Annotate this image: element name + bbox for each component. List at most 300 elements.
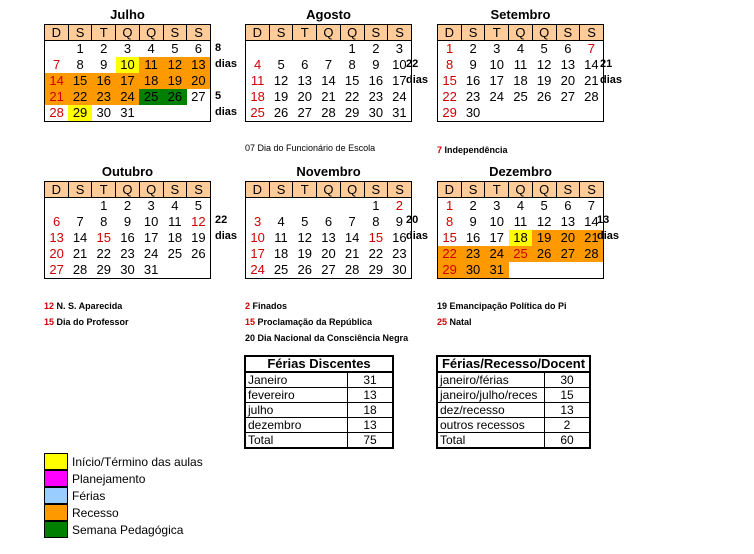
day-cell: 16 <box>92 73 116 89</box>
day-cell: 1 <box>445 41 454 56</box>
day-cell: 26 <box>273 105 289 120</box>
day-cell: 24 <box>250 262 265 277</box>
legend-label: Planejamento <box>72 471 146 486</box>
day-cell: 3 <box>123 41 132 56</box>
day-cell: 13 <box>49 230 64 245</box>
side-count-novembro <box>406 196 428 276</box>
day-cell: 15 <box>344 73 360 88</box>
day-cell: 9 <box>100 57 108 72</box>
orange-swatch-icon <box>44 504 68 521</box>
day-cell: 28 <box>344 262 360 277</box>
weekday-header: Q <box>116 25 140 41</box>
day-cell: 30 <box>465 105 481 120</box>
day-cell: 24 <box>489 89 504 104</box>
side-count-line <box>215 72 237 88</box>
summary-label: Total <box>245 433 348 449</box>
holiday-date: 2 <box>245 301 251 311</box>
weekday-header: T <box>293 182 317 198</box>
day-cell: 31 <box>120 105 135 120</box>
day-cell: 19 <box>163 73 187 89</box>
summary-label: Total <box>437 433 545 449</box>
day-cell: 15 <box>442 73 457 88</box>
day-cell: 8 <box>445 57 454 72</box>
day-cell <box>187 262 211 279</box>
day-cell: 7 <box>52 57 61 72</box>
weekday-header: T <box>92 182 116 198</box>
day-cell: 22 <box>368 246 384 261</box>
side-count-line <box>406 104 428 120</box>
day-cell: 21 <box>584 73 599 88</box>
summary-row <box>245 418 393 433</box>
day-cell: 6 <box>52 214 61 229</box>
day-cell: 19 <box>532 230 556 246</box>
day-cell: 5 <box>540 198 548 213</box>
day-cell: 10 <box>116 57 140 73</box>
day-cell: 31 <box>143 262 159 277</box>
holiday-date: 7 <box>437 145 443 155</box>
day-cell: 30 <box>461 262 485 279</box>
summary-value: 18 <box>348 403 394 418</box>
day-cell <box>293 41 317 58</box>
weekday-header: D <box>45 182 69 198</box>
day-cell: 2 <box>469 41 477 56</box>
summary-row <box>245 388 393 403</box>
day-cell: 31 <box>485 262 509 279</box>
day-cell: 11 <box>274 230 288 245</box>
weekday-header: S <box>556 182 580 198</box>
day-cell: 9 <box>395 214 403 229</box>
side-count-setembro <box>600 40 622 120</box>
day-cell: 12 <box>191 214 206 229</box>
day-cell: 25 <box>273 262 289 277</box>
day-cell <box>163 262 187 279</box>
month-title: Novembro <box>296 164 361 179</box>
side-count-agosto <box>406 40 428 120</box>
day-cell <box>293 198 317 215</box>
day-cell: 28 <box>584 89 599 104</box>
day-cell: 19 <box>536 73 552 88</box>
day-cell: 10 <box>489 214 504 229</box>
day-cell <box>45 41 69 58</box>
day-cell: 7 <box>587 41 595 56</box>
day-cell: 7 <box>76 214 84 229</box>
day-cell: 14 <box>45 73 69 89</box>
day-cell: 22 <box>96 246 111 261</box>
weekday-header: T <box>293 25 317 41</box>
day-cell: 16 <box>120 230 135 245</box>
day-cell: 12 <box>297 230 312 245</box>
weekday-header: Q <box>139 25 163 41</box>
day-cell: 16 <box>465 73 481 88</box>
summary-value: 75 <box>348 433 394 449</box>
day-cell: 20 <box>556 230 580 246</box>
day-cell <box>485 105 509 122</box>
day-cell: 18 <box>139 73 163 89</box>
day-cell: 19 <box>191 230 206 245</box>
summary-value: 2 <box>545 418 591 433</box>
day-cell: 4 <box>516 41 525 56</box>
day-cell: 31 <box>392 105 407 120</box>
day-cell: 24 <box>143 246 159 261</box>
notes-agosto <box>245 140 420 156</box>
ferias-discentes-title: Férias Discentes <box>245 356 393 372</box>
ferias-docentes-table <box>436 355 591 449</box>
holiday-name: Dia Nacional da Consciência Negra <box>255 333 409 343</box>
day-cell: 22 <box>344 89 360 104</box>
day-cell: 13 <box>560 57 576 72</box>
day-cell: 14 <box>584 214 599 229</box>
day-cell <box>246 198 270 215</box>
day-cell: 27 <box>49 262 64 277</box>
side-count-line <box>406 196 428 212</box>
day-cell: 2 <box>469 198 477 213</box>
summary-label: julho <box>245 403 348 418</box>
day-cell: 21 <box>321 89 336 104</box>
day-cell: 17 <box>143 230 159 245</box>
day-cell: 25 <box>139 89 163 105</box>
day-cell: 5 <box>301 214 309 229</box>
day-cell: 22 <box>68 89 92 105</box>
day-cell: 9 <box>469 214 477 229</box>
day-cell: 20 <box>560 73 576 88</box>
day-cell: 30 <box>96 105 111 120</box>
day-cell: 7 <box>348 214 356 229</box>
side-count-line: dias <box>215 58 238 70</box>
day-cell: 23 <box>120 246 135 261</box>
day-cell: 13 <box>560 214 576 229</box>
day-cell: 26 <box>532 246 556 262</box>
side-count-line <box>406 260 428 276</box>
holiday-name: Dia do Professor <box>54 317 129 327</box>
day-cell: 27 <box>560 89 576 104</box>
day-cell: 29 <box>344 105 360 120</box>
day-cell: 18 <box>513 73 528 88</box>
weekday-header: D <box>246 25 270 41</box>
day-cell: 22 <box>442 89 457 104</box>
day-cell: 30 <box>368 105 384 120</box>
day-cell: 23 <box>465 89 481 104</box>
day-cell: 3 <box>395 41 403 56</box>
holiday-date: 15 <box>245 317 256 327</box>
day-cell: 5 <box>194 198 202 213</box>
summary-value: 13 <box>348 418 394 433</box>
day-cell: 15 <box>68 73 92 89</box>
summary-label: outros recessos <box>437 418 545 433</box>
weekday-header: Q <box>317 25 341 41</box>
day-cell <box>45 198 69 215</box>
day-cell: 8 <box>348 57 356 72</box>
day-cell: 6 <box>194 41 202 56</box>
summary-row <box>245 372 393 388</box>
legend-item <box>44 487 203 504</box>
day-cell: 15 <box>442 230 457 245</box>
day-cell: 25 <box>509 246 533 262</box>
day-cell: 27 <box>191 89 206 104</box>
holiday-date: 07 <box>245 143 256 153</box>
day-cell: 15 <box>368 230 384 245</box>
day-cell <box>139 105 163 122</box>
day-cell: 16 <box>465 230 481 245</box>
day-cell: 21 <box>344 246 360 261</box>
holiday-name: Independência <box>442 145 508 155</box>
day-cell <box>556 105 580 122</box>
side-count-line: 5 <box>215 90 222 102</box>
day-cell: 27 <box>556 246 580 262</box>
month-title: Dezembro <box>489 164 552 179</box>
side-count-julho <box>215 40 237 120</box>
holiday-note <box>245 314 429 330</box>
side-count-line: dias <box>215 230 238 242</box>
day-cell: 26 <box>536 89 552 104</box>
holiday-note <box>437 298 593 314</box>
day-cell <box>246 41 270 58</box>
side-count-line <box>600 40 622 56</box>
day-cell: 7 <box>324 57 333 72</box>
day-cell: 9 <box>469 57 477 72</box>
weekday-header: S <box>364 182 388 198</box>
magenta-swatch-icon <box>44 470 68 487</box>
day-cell: 4 <box>253 57 262 72</box>
day-cell: 30 <box>392 262 407 277</box>
weekday-header: Q <box>509 25 533 41</box>
day-cell: 28 <box>72 262 88 277</box>
summary-row <box>437 388 590 403</box>
day-cell: 8 <box>76 57 84 72</box>
day-cell <box>509 262 533 279</box>
weekday-header: Q <box>509 182 533 198</box>
green-swatch-icon <box>44 521 68 538</box>
day-cell: 23 <box>368 89 384 104</box>
day-cell: 11 <box>513 214 528 229</box>
day-cell: 14 <box>344 230 360 245</box>
day-cell: 5 <box>171 41 179 56</box>
summary-value: 13 <box>348 388 394 403</box>
weekday-header: S <box>269 25 293 41</box>
day-cell: 3 <box>493 41 501 56</box>
summary-row <box>437 418 590 433</box>
day-cell: 6 <box>564 41 572 56</box>
weekday-header: S <box>461 182 485 198</box>
day-cell <box>340 198 364 215</box>
holiday-note <box>437 314 593 330</box>
day-cell: 14 <box>584 57 599 72</box>
weekday-header: S <box>163 25 187 41</box>
holiday-date: 19 <box>437 301 448 311</box>
day-cell: 7 <box>587 198 595 213</box>
day-cell: 11 <box>168 214 182 229</box>
holiday-name: Proclamação da República <box>255 317 373 327</box>
summary-row <box>437 403 590 418</box>
day-cell: 29 <box>368 262 384 277</box>
holiday-date: 25 <box>437 317 448 327</box>
holiday-date: 15 <box>44 317 55 327</box>
ferias-discentes-table <box>244 355 394 449</box>
day-cell: 28 <box>580 246 604 262</box>
notes-dezembro <box>437 298 593 330</box>
day-cell: 1 <box>372 198 380 213</box>
day-cell: 19 <box>297 246 312 261</box>
day-cell: 8 <box>372 214 380 229</box>
day-cell: 1 <box>445 198 454 213</box>
weekday-header: Q <box>532 25 556 41</box>
day-cell: 6 <box>324 214 333 229</box>
legend-label: Semana Pedagógica <box>72 522 184 537</box>
day-cell: 4 <box>277 214 285 229</box>
day-cell: 4 <box>171 198 179 213</box>
day-cell: 4 <box>147 41 155 56</box>
day-cell: 17 <box>116 73 140 89</box>
summary-value: 13 <box>545 403 591 418</box>
day-cell: 24 <box>116 89 140 105</box>
day-cell: 12 <box>163 57 187 73</box>
day-cell: 19 <box>273 89 289 104</box>
weekday-header: D <box>438 25 462 41</box>
holiday-date: 20 <box>245 333 256 343</box>
weekday-header: Q <box>532 182 556 198</box>
day-cell: 17 <box>392 73 407 88</box>
day-cell: 11 <box>250 73 265 88</box>
legend <box>44 453 203 538</box>
day-cell: 20 <box>297 89 312 104</box>
month-title: Outubro <box>101 164 154 179</box>
legend-label: Início/Término das aulas <box>72 454 203 469</box>
day-cell: 3 <box>253 214 262 229</box>
day-cell: 17 <box>489 73 504 88</box>
side-count-line <box>215 196 237 212</box>
weekday-header: S <box>163 182 187 198</box>
day-cell: 16 <box>392 230 407 245</box>
day-cell: 11 <box>139 57 163 73</box>
notes-setembro <box>437 142 597 158</box>
holiday-note <box>245 330 429 346</box>
weekday-header: S <box>68 182 92 198</box>
weekday-header: T <box>485 182 509 198</box>
month-title: Julho <box>110 7 145 22</box>
day-cell: 23 <box>461 246 485 262</box>
day-cell: 26 <box>163 89 187 105</box>
day-cell: 6 <box>301 57 309 72</box>
weekday-header: Q <box>340 25 364 41</box>
yellow-swatch-icon <box>44 453 68 470</box>
day-cell: 18 <box>250 89 265 104</box>
day-cell: 14 <box>72 230 88 245</box>
summary-value: 30 <box>545 372 591 388</box>
day-cell <box>269 41 293 58</box>
day-cell: 2 <box>123 198 132 213</box>
day-cell <box>317 198 341 215</box>
holiday-name: Natal <box>447 317 472 327</box>
day-cell: 2 <box>395 198 403 213</box>
weekday-header: S <box>580 25 604 41</box>
day-cell: 2 <box>100 41 108 56</box>
side-count-line: dias <box>597 230 620 242</box>
day-cell <box>269 198 293 215</box>
month-title: Agosto <box>306 7 351 22</box>
holiday-name: Emancipação Política do Pi <box>447 301 567 311</box>
summary-label: janeiro/férias <box>437 372 545 388</box>
summary-row <box>437 433 590 449</box>
summary-value: 60 <box>545 433 591 449</box>
day-cell: 13 <box>187 57 211 73</box>
day-cell: 11 <box>513 57 528 72</box>
day-cell: 10 <box>489 57 504 72</box>
day-cell <box>68 198 92 215</box>
side-count-line: 8 <box>215 42 222 54</box>
side-count-line: 22 <box>406 58 419 70</box>
blue-swatch-icon <box>44 487 68 504</box>
day-cell: 21 <box>45 89 69 105</box>
side-count-line: dias <box>600 74 623 86</box>
weekday-header: S <box>461 25 485 41</box>
day-cell: 12 <box>536 214 552 229</box>
day-cell: 29 <box>68 105 92 122</box>
side-count-dezembro <box>597 196 619 276</box>
day-cell: 21 <box>72 246 88 261</box>
legend-item <box>44 521 203 538</box>
side-count-line: 13 <box>597 214 610 226</box>
day-cell: 25 <box>167 246 183 261</box>
side-count-outubro <box>215 196 237 276</box>
weekday-header: Q <box>317 182 341 198</box>
legend-item <box>44 453 203 470</box>
side-count-line <box>600 88 622 104</box>
day-cell: 8 <box>445 214 454 229</box>
side-count-line <box>597 260 619 276</box>
weekday-header: D <box>246 182 270 198</box>
day-cell: 13 <box>321 230 336 245</box>
day-cell: 2 <box>372 41 380 56</box>
summary-row <box>245 433 393 449</box>
day-cell: 10 <box>250 230 265 245</box>
day-cell: 10 <box>392 57 407 72</box>
holiday-name: Dia do Funcionário de Escola <box>255 143 376 153</box>
side-count-line <box>600 104 622 120</box>
notes-outubro <box>44 298 224 330</box>
side-count-line: 21 <box>600 58 613 70</box>
holiday-name: Finados <box>250 301 288 311</box>
summary-label: fevereiro <box>245 388 348 403</box>
legend-item <box>44 470 203 487</box>
day-cell: 16 <box>368 73 384 88</box>
day-cell: 25 <box>513 89 528 104</box>
day-cell: 29 <box>96 262 111 277</box>
weekday-header: S <box>187 182 211 198</box>
day-cell: 27 <box>297 105 312 120</box>
weekday-header: S <box>364 25 388 41</box>
weekday-header: S <box>269 182 293 198</box>
day-cell: 29 <box>438 262 462 279</box>
day-cell: 12 <box>536 57 552 72</box>
summary-row <box>437 372 590 388</box>
day-cell: 18 <box>273 246 289 261</box>
side-count-line: dias <box>406 74 429 86</box>
weekday-header: D <box>438 182 462 198</box>
day-cell: 22 <box>438 246 462 262</box>
day-cell <box>556 262 580 279</box>
summary-label: dez/recesso <box>437 403 545 418</box>
day-cell: 1 <box>100 198 108 213</box>
day-cell: 10 <box>143 214 159 229</box>
day-cell: 12 <box>273 73 289 88</box>
day-cell: 17 <box>489 230 504 245</box>
summary-label: janeiro/julho/reces <box>437 388 545 403</box>
day-cell: 26 <box>297 262 312 277</box>
legend-label: Recesso <box>72 505 119 520</box>
day-cell: 29 <box>442 105 457 120</box>
day-cell: 9 <box>372 57 380 72</box>
legend-item <box>44 504 203 521</box>
holiday-name: N. S. Aparecida <box>54 301 123 311</box>
